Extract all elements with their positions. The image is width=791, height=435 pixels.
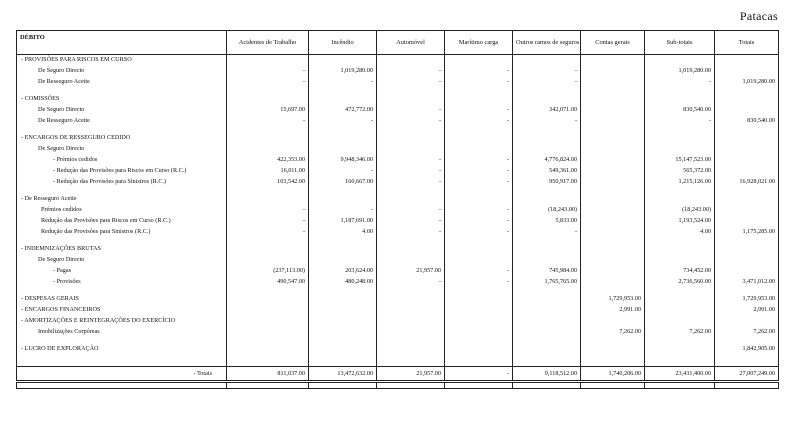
cell-incendio: [309, 343, 377, 354]
cell-incendio: [309, 94, 377, 105]
cell-sub-totais: 1,019,280.00: [645, 66, 715, 77]
cell-maritimo-carga: -: [445, 205, 513, 216]
table-row: [17, 216, 779, 227]
row-label: Redução das Provisões para Riscos em Curso (R.C.): [17, 216, 227, 227]
row-label: - De Resseguro Aceite: [17, 194, 227, 205]
cell-incendio: 1,019,280.00: [309, 66, 377, 77]
cell-acidentes-trabalho: (237,113.00): [227, 266, 309, 277]
cell-sub-totais: [645, 293, 715, 304]
row-label: - Pagas: [17, 266, 227, 277]
header-maritimo-carga: Marítimo carga: [445, 31, 513, 55]
cell-incendio: 203,624.00: [309, 266, 377, 277]
cell-maritimo-carga: -: [445, 277, 513, 288]
row-label: - Provisões: [17, 277, 227, 288]
cell-automovel: -: [377, 177, 445, 188]
cell-automovel: 21,957.00: [377, 266, 445, 277]
header-outros-ramos: Outros ramos de seguros: [513, 31, 581, 55]
cell-automovel: [377, 133, 445, 144]
cell-automovel: [377, 255, 445, 266]
cell-contas-gerais: [581, 255, 645, 266]
header-contas-gerais: Contas gerais: [581, 31, 645, 55]
cell-outros-ramos: [513, 194, 581, 205]
cell-totais: 2,991.00: [715, 304, 779, 315]
cell-incendio: 160,667.00: [309, 177, 377, 188]
cell-acidentes-trabalho: [227, 326, 309, 337]
cell-maritimo-carga: [445, 55, 513, 67]
cell-outros-ramos: [513, 343, 581, 354]
cell-acidentes-trabalho: -: [227, 205, 309, 216]
row-label: - Redução das Provisões para Sinistros (R.C.): [17, 177, 227, 188]
cell-automovel: -: [377, 77, 445, 88]
cell-acidentes-trabalho: [227, 315, 309, 326]
cell-incendio: -: [309, 166, 377, 177]
cell-totais: [715, 144, 779, 155]
cell-maritimo-carga: -: [445, 227, 513, 238]
cell-incendio: [309, 255, 377, 266]
cell-totais: [715, 194, 779, 205]
cell-automovel: -: [377, 216, 445, 227]
cell-totais: 27,007,249.00: [715, 367, 779, 382]
cell-maritimo-carga: [445, 326, 513, 337]
cell-contas-gerais: [581, 144, 645, 155]
cell-incendio: 480,248.00: [309, 277, 377, 288]
cell-outros-ramos: -: [513, 77, 581, 88]
row-label: - AMORTIZAÇÕES E REINTEGRAÇÕES DO EXERCÍCIO: [17, 315, 227, 326]
cell-automovel: [377, 144, 445, 155]
cell-acidentes-trabalho: [227, 194, 309, 205]
cell-incendio: [309, 244, 377, 255]
cell-outros-ramos: [513, 255, 581, 266]
cell-totais: 16,928,021.00: [715, 177, 779, 188]
table-row: [17, 55, 779, 67]
table-row: [17, 66, 779, 77]
cell-outros-ramos: 4,776,824.00: [513, 155, 581, 166]
cell-totais: [715, 216, 779, 227]
header-acidentes-trabalho: Acidentes de Trabalho: [227, 31, 309, 55]
cell-acidentes-trabalho: [227, 133, 309, 144]
row-label: - LUCRO DE EXPLORAÇÃO: [17, 343, 227, 354]
row-label: - Redução das Provisões para Riscos em Curso (R.C.): [17, 166, 227, 177]
cell-incendio: -: [309, 116, 377, 127]
cell-totais: [715, 94, 779, 105]
cell-maritimo-carga: -: [445, 166, 513, 177]
row-label: - ENCARGOS FINANCEIROS: [17, 304, 227, 315]
cell-automovel: -: [377, 105, 445, 116]
cell-maritimo-carga: -: [445, 367, 513, 382]
table-row: [17, 244, 779, 255]
cell-contas-gerais: [581, 133, 645, 144]
header-totais: Totais: [715, 31, 779, 55]
cell-acidentes-trabalho: [227, 55, 309, 67]
table-row: [17, 116, 779, 127]
cell-contas-gerais: [581, 244, 645, 255]
row-label: De Resseguro Aceite: [17, 77, 227, 88]
row-label: - PROVISÕES PARA RISCOS EM CURSO: [17, 55, 227, 67]
cell-sub-totais: [645, 144, 715, 155]
cell-contas-gerais: [581, 343, 645, 354]
cell-totais: 7,262.00: [715, 326, 779, 337]
cell-acidentes-trabalho: [227, 94, 309, 105]
cell-incendio: 9,948,346.00: [309, 155, 377, 166]
cell-acidentes-trabalho: [227, 255, 309, 266]
cell-maritimo-carga: -: [445, 66, 513, 77]
cell-maritimo-carga: [445, 194, 513, 205]
cell-contas-gerais: [581, 155, 645, 166]
cell-outros-ramos: [513, 315, 581, 326]
header-sub-totais: Sub-totais: [645, 31, 715, 55]
cell-automovel: -: [377, 166, 445, 177]
table-row: [17, 343, 779, 354]
cell-sub-totais: 565,372.00: [645, 166, 715, 177]
cell-incendio: [309, 326, 377, 337]
row-label: - DESPESAS GERAIS: [17, 293, 227, 304]
table-row: [17, 205, 779, 216]
cell-sub-totais: 2,736,560.00: [645, 277, 715, 288]
cell-maritimo-carga: [445, 304, 513, 315]
cell-acidentes-trabalho: 811,037.00: [227, 367, 309, 382]
cell-sub-totais: 15,147,523.00: [645, 155, 715, 166]
cell-acidentes-trabalho: -: [227, 77, 309, 88]
cell-sub-totais: 23,431,400.00: [645, 367, 715, 382]
cell-totais: [715, 244, 779, 255]
cell-automovel: -: [377, 227, 445, 238]
cell-outros-ramos: [513, 244, 581, 255]
cell-outros-ramos: 1,765,765.00: [513, 277, 581, 288]
cell-incendio: -: [309, 77, 377, 88]
row-label: - Totais: [17, 367, 227, 382]
cell-outros-ramos: [513, 293, 581, 304]
cell-incendio: [309, 55, 377, 67]
cell-incendio: 13,472,632.00: [309, 367, 377, 382]
cell-outros-ramos: [513, 133, 581, 144]
cell-contas-gerais: [581, 216, 645, 227]
cell-outros-ramos: -: [513, 116, 581, 127]
cell-contas-gerais: [581, 266, 645, 277]
cell-sub-totais: [645, 133, 715, 144]
table-row: [17, 166, 779, 177]
cell-sub-totais: 830,540.00: [645, 105, 715, 116]
cell-contas-gerais: [581, 315, 645, 326]
cell-acidentes-trabalho: [227, 343, 309, 354]
cell-contas-gerais: [581, 105, 645, 116]
row-label: De Seguro Directo: [17, 66, 227, 77]
cell-acidentes-trabalho: -: [227, 66, 309, 77]
cell-totais: 830,540.00: [715, 116, 779, 127]
cell-sub-totais: 1,193,524.00: [645, 216, 715, 227]
cell-maritimo-carga: [445, 293, 513, 304]
cell-automovel: [377, 55, 445, 67]
cell-maritimo-carga: -: [445, 177, 513, 188]
header-row: [17, 31, 779, 55]
cell-incendio: [309, 293, 377, 304]
cell-outros-ramos: 745,984.00: [513, 266, 581, 277]
cell-incendio: [309, 315, 377, 326]
cell-outros-ramos: [513, 304, 581, 315]
row-label: Imobilizações Corpóreas: [17, 326, 227, 337]
cell-outros-ramos: (18,243.00): [513, 205, 581, 216]
cell-contas-gerais: [581, 177, 645, 188]
table-row: [17, 133, 779, 144]
cell-acidentes-trabalho: 422,353.00: [227, 155, 309, 166]
cell-outros-ramos: [513, 55, 581, 67]
cell-automovel: [377, 94, 445, 105]
table-row: [17, 144, 779, 155]
cell-totais: [715, 55, 779, 67]
cell-acidentes-trabalho: [227, 304, 309, 315]
cell-contas-gerais: [581, 277, 645, 288]
cell-incendio: [309, 194, 377, 205]
table-row: [17, 255, 779, 266]
cell-sub-totais: [645, 343, 715, 354]
row-label: - ENCARGOS DE RESSEGURO CEDIDO: [17, 133, 227, 144]
table-row: [17, 227, 779, 238]
cell-outros-ramos: 5,833.00: [513, 216, 581, 227]
table-row: [17, 277, 779, 288]
cell-acidentes-trabalho: 16,011.00: [227, 166, 309, 177]
cell-maritimo-carga: [445, 343, 513, 354]
cell-sub-totais: 4.00: [645, 227, 715, 238]
cell-maritimo-carga: -: [445, 266, 513, 277]
cell-automovel: -: [377, 66, 445, 77]
row-label: - Prémios cedidos: [17, 155, 227, 166]
table-row: [17, 77, 779, 88]
row-label: De Resseguro Aceite: [17, 116, 227, 127]
cell-totais: 3,471,012.00: [715, 277, 779, 288]
cell-contas-gerais: [581, 194, 645, 205]
cell-sub-totais: (18,243.00): [645, 205, 715, 216]
cell-contas-gerais: [581, 166, 645, 177]
cell-sub-totais: -: [645, 77, 715, 88]
table-row: [17, 155, 779, 166]
row-label: De Seguro Directo: [17, 255, 227, 266]
table-row: [17, 304, 779, 315]
cell-outros-ramos: [513, 144, 581, 155]
cell-totais: [715, 255, 779, 266]
cell-totais: [715, 205, 779, 216]
cell-contas-gerais: [581, 77, 645, 88]
table-row: [17, 105, 779, 116]
cell-automovel: -: [377, 116, 445, 127]
cell-sub-totais: [645, 255, 715, 266]
cell-totais: [715, 105, 779, 116]
cell-sub-totais: [645, 55, 715, 67]
row-label: - COMISSÕES: [17, 94, 227, 105]
cell-maritimo-carga: [445, 255, 513, 266]
header-automovel: Automóvel: [377, 31, 445, 55]
cell-totais: 1,842,905.00: [715, 343, 779, 354]
cell-incendio: 472,772.00: [309, 105, 377, 116]
cell-automovel: [377, 244, 445, 255]
cell-contas-gerais: [581, 55, 645, 67]
cell-maritimo-carga: -: [445, 105, 513, 116]
table-row: [17, 177, 779, 188]
cell-acidentes-trabalho: 490,547.00: [227, 277, 309, 288]
cell-automovel: [377, 293, 445, 304]
cell-totais: [715, 266, 779, 277]
table-row: [17, 293, 779, 304]
currency-label: Patacas: [739, 9, 778, 23]
debit-table: [16, 30, 779, 389]
footer-row: [17, 382, 779, 389]
cell-sub-totais: [645, 244, 715, 255]
cell-totais: [715, 166, 779, 177]
cell-totais: [715, 155, 779, 166]
row-label: - INDEMNIZAÇÕES BRUTAS: [17, 244, 227, 255]
cell-sub-totais: [645, 304, 715, 315]
cell-sub-totais: -: [645, 116, 715, 127]
cell-totais: [715, 66, 779, 77]
table-row: [17, 94, 779, 105]
cell-contas-gerais: 2,991.00: [581, 304, 645, 315]
cell-maritimo-carga: -: [445, 116, 513, 127]
cell-totais: 1,019,280.00: [715, 77, 779, 88]
cell-sub-totais: 734,452.00: [645, 266, 715, 277]
cell-contas-gerais: [581, 116, 645, 127]
cell-automovel: -: [377, 277, 445, 288]
cell-acidentes-trabalho: 15,697.00: [227, 105, 309, 116]
cell-incendio: [309, 133, 377, 144]
header-incendio: Incêndio: [309, 31, 377, 55]
cell-incendio: 4.00: [309, 227, 377, 238]
table-row: [17, 326, 779, 337]
cell-automovel: [377, 194, 445, 205]
row-label: Prémios cedidos: [17, 205, 227, 216]
cell-automovel: -: [377, 205, 445, 216]
cell-maritimo-carga: [445, 94, 513, 105]
table-row: [17, 194, 779, 205]
cell-outros-ramos: [513, 94, 581, 105]
cell-contas-gerais: [581, 227, 645, 238]
cell-totais: 1,729,953.00: [715, 293, 779, 304]
cell-totais: 1,175,285.00: [715, 227, 779, 238]
cell-incendio: [309, 304, 377, 315]
cell-incendio: [309, 144, 377, 155]
cell-maritimo-carga: -: [445, 216, 513, 227]
cell-contas-gerais: [581, 205, 645, 216]
cell-sub-totais: 1,215,126.00: [645, 177, 715, 188]
cell-automovel: [377, 326, 445, 337]
cell-maritimo-carga: [445, 133, 513, 144]
cell-incendio: -: [309, 205, 377, 216]
cell-acidentes-trabalho: [227, 144, 309, 155]
cell-maritimo-carga: [445, 315, 513, 326]
cell-contas-gerais: 1,729,953.00: [581, 293, 645, 304]
cell-outros-ramos: 342,071.00: [513, 105, 581, 116]
table-row: [17, 266, 779, 277]
cell-sub-totais: [645, 315, 715, 326]
cell-acidentes-trabalho: [227, 293, 309, 304]
cell-outros-ramos: 549,361.00: [513, 166, 581, 177]
cell-outros-ramos: 9,118,512.00: [513, 367, 581, 382]
cell-automovel: [377, 343, 445, 354]
cell-acidentes-trabalho: [227, 244, 309, 255]
cell-automovel: [377, 315, 445, 326]
cell-acidentes-trabalho: -: [227, 227, 309, 238]
cell-sub-totais: [645, 194, 715, 205]
cell-acidentes-trabalho: -: [227, 116, 309, 127]
cell-contas-gerais: [581, 94, 645, 105]
header-debito: DÉBITO: [17, 31, 227, 55]
cell-contas-gerais: [581, 66, 645, 77]
row-label: Redução das Provisões para Sinistros (R.C.): [17, 227, 227, 238]
cell-incendio: 1,187,691.00: [309, 216, 377, 227]
cell-automovel: 21,957.00: [377, 367, 445, 382]
cell-maritimo-carga: -: [445, 155, 513, 166]
cell-outros-ramos: -: [513, 66, 581, 77]
cell-maritimo-carga: [445, 244, 513, 255]
cell-automovel: -: [377, 155, 445, 166]
totals-row: [17, 367, 779, 382]
cell-sub-totais: 7,262.00: [645, 326, 715, 337]
cell-totais: [715, 315, 779, 326]
cell-totais: [715, 133, 779, 144]
cell-acidentes-trabalho: -: [227, 216, 309, 227]
cell-outros-ramos: 950,917.00: [513, 177, 581, 188]
cell-contas-gerais: 1,740,206.00: [581, 367, 645, 382]
cell-outros-ramos: -: [513, 227, 581, 238]
cell-acidentes-trabalho: 103,542.00: [227, 177, 309, 188]
cell-maritimo-carga: -: [445, 77, 513, 88]
row-label: De Seguro Directo: [17, 105, 227, 116]
table-row: [17, 315, 779, 326]
row-label: De Seguro Directo: [17, 144, 227, 155]
cell-contas-gerais: 7,262.00: [581, 326, 645, 337]
cell-sub-totais: [645, 94, 715, 105]
cell-automovel: [377, 304, 445, 315]
cell-outros-ramos: [513, 326, 581, 337]
cell-maritimo-carga: [445, 144, 513, 155]
